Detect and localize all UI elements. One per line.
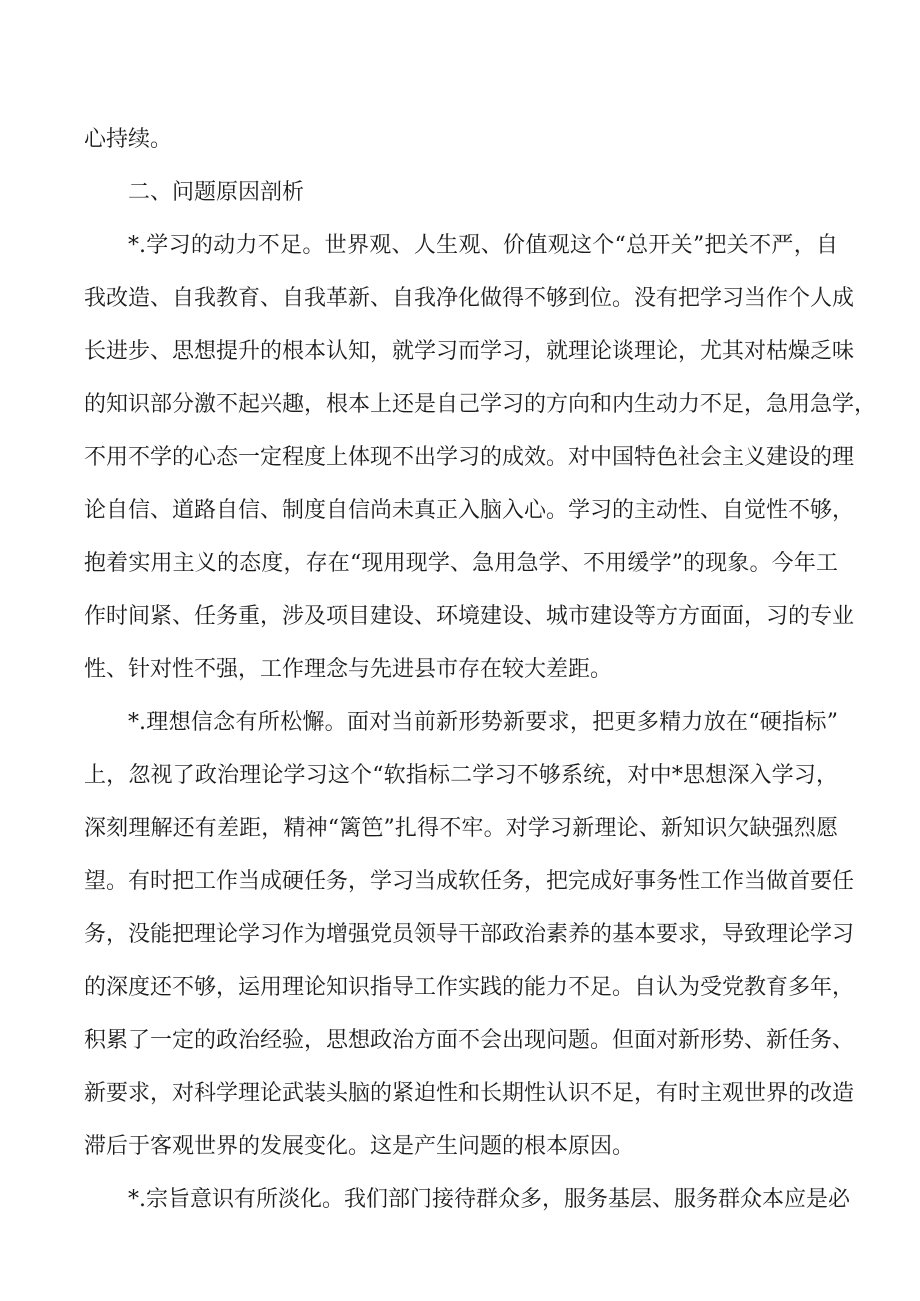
text-line: 的深度还不够，运用理论知识指导工作实践的能力不足。自认为受党教育多年， (84, 975, 855, 1000)
section-heading: 二、问题原因剖析 (128, 180, 305, 205)
text-line: *.宗旨意识有所淡化。我们部门接待群众多，服务基层、服务群众本应是必 (128, 1187, 850, 1212)
text-line: 上，忽视了政治理论学习这个“软指标二学习不够系统，对中*思想深入学习， (84, 763, 838, 788)
text-line: 我改造、自我教育、自我革新、自我净化做得不够到位。没有把学习当作个人成 (84, 286, 855, 311)
text-line: 抱着实用主义的态度，存在“现用现学、急用急学、不用缓学”的现象。今年工 (84, 551, 838, 576)
text-line: 论自信、道路自信、制度自信尚未真正入脑入心。学习的主动性、自觉性不够， (84, 498, 855, 523)
text-line: 长进步、思想提升的根本认知，就学习而学习，就理论谈理论，尤其对枯燥乏味 (84, 339, 855, 364)
text-line: 作时间紧、任务重，涉及项目建设、环境建设、城市建设等方方面面，习的专业 (84, 604, 855, 629)
text-line: *.学习的动力不足。世界观、人生观、价值观这个“总开关”把关不严，自 (128, 233, 838, 258)
text-line: 的知识部分激不起兴趣，根本上还是自己学习的方向和内生动力不足，急用急学， (84, 392, 877, 417)
text-line: 积累了一定的政治经验，思想政治方面不会出现问题。但面对新形势、新任务、 (84, 1028, 855, 1053)
text-line: 望。有时把工作当成硬任务，学习当成软任务，把完成好事务性工作当做首要任 (84, 869, 855, 894)
text-line: 不用不学的心态一定程度上体现不出学习的成效。对中国特色社会主义建设的理 (84, 445, 855, 470)
text-line: 深刻理解还有差距，精神“篱笆”扎得不牢。对学习新理论、新知识欠缺强烈愿 (84, 816, 838, 841)
text-line: 滞后于客观世界的发展变化。这是产生问题的根本原因。 (84, 1134, 635, 1159)
text-line: 务，没能把理论学习作为增强党员领导干部政治素养的基本要求，导致理论学习 (84, 922, 855, 947)
text-line: 新要求，对科学理论武装头脑的紧迫性和长期性认识不足，有时主观世界的改造 (84, 1081, 855, 1106)
text-line: 性、针对性不强，工作理念与先进县市存在较大差距。 (84, 657, 613, 682)
text-line: 心持续。 (84, 127, 173, 152)
text-line: *.理想信念有所松懈。面对当前新形势新要求，把更多精力放在“硬指标” (128, 710, 838, 735)
